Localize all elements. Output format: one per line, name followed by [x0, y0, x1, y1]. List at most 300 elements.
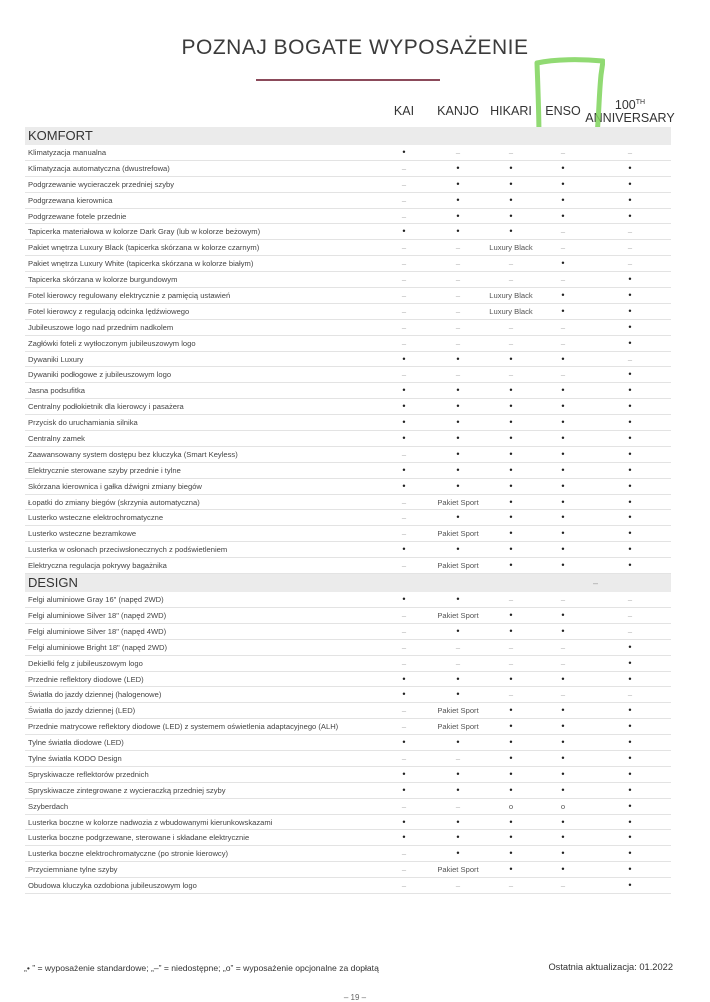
cell-value: •	[561, 816, 565, 827]
table-row	[25, 367, 671, 383]
cell-value: •	[456, 625, 460, 636]
feature-label: Światła do jazdy dziennej (LED)	[28, 706, 136, 716]
cell-value: Luxury Black	[489, 291, 533, 301]
feature-label: Łopatki do zmiany biegów (skrzynia automatyczna)	[28, 497, 200, 507]
cell-value: –	[401, 322, 407, 332]
cell-value: •	[402, 768, 406, 779]
table-row	[25, 177, 671, 193]
cell-value: –	[401, 801, 407, 811]
cell-value: •	[456, 417, 460, 428]
table-row	[25, 735, 671, 751]
cell-value: o	[508, 801, 514, 811]
table-row	[25, 320, 671, 336]
cell-value: •	[561, 433, 565, 444]
cell-value: –	[508, 881, 514, 891]
cell-value: •	[509, 385, 513, 396]
cell-value: Luxury Black	[489, 243, 533, 253]
table-row	[25, 767, 671, 783]
feature-label: Tapicerka materiałowa w kolorze Dark Gray (lub w kolorze beżowym)	[28, 227, 261, 237]
table-row	[25, 256, 671, 272]
cell-value: •	[402, 353, 406, 364]
cell-value: –	[627, 148, 633, 157]
section-title: DESIGN	[28, 575, 78, 591]
cell-value: •	[561, 768, 565, 779]
cell-value: •	[628, 496, 632, 507]
table-row	[25, 510, 671, 526]
cell-value: –	[455, 801, 461, 811]
cell-value: Pakiet Sport	[437, 497, 479, 507]
cell-value: –	[401, 849, 407, 859]
feature-label: Podgrzewanie wycieraczek przedniej szyby	[28, 179, 175, 189]
cell-value: •	[628, 178, 632, 189]
feature-label: Podgrzewana kierownica	[28, 195, 113, 205]
feature-label: Dywaniki Luxury	[28, 354, 84, 364]
cell-value: –	[401, 338, 407, 348]
table-row	[25, 862, 671, 878]
cell-value: •	[509, 448, 513, 459]
cell-value: –	[508, 148, 514, 157]
cell-value: –	[627, 610, 633, 620]
cell-value: –	[401, 881, 407, 891]
cell-value: •	[509, 544, 513, 555]
cell-value: –	[401, 658, 407, 668]
cell-value: –	[401, 306, 407, 316]
cell-value: •	[628, 880, 632, 891]
table-row	[25, 383, 671, 399]
title-underline	[256, 79, 440, 81]
equipment-table	[25, 127, 671, 894]
cell-value: •	[509, 609, 513, 620]
table-row	[25, 878, 671, 894]
feature-label: Felgi aluminiowe Silver 18" (napęd 4WD)	[28, 626, 167, 636]
feature-label: Felgi aluminiowe Silver 18" (napęd 2WD)	[28, 610, 167, 620]
cell-value: •	[561, 832, 565, 843]
table-row	[25, 542, 671, 558]
table-row	[25, 624, 671, 640]
feature-label: Podgrzewane fotele przednie	[28, 211, 127, 221]
cell-value: •	[509, 784, 513, 795]
cell-value: •	[628, 544, 632, 555]
cell-value: •	[628, 800, 632, 811]
cell-value: •	[509, 178, 513, 189]
feature-label: Przyciemniane tylne szyby	[28, 865, 118, 875]
cell-value: •	[561, 353, 565, 364]
table-row	[25, 209, 671, 225]
cell-value: •	[628, 369, 632, 380]
feature-label: Centralny zamek	[28, 434, 85, 444]
cell-value: •	[509, 528, 513, 539]
cell-value: •	[402, 784, 406, 795]
cell-value: •	[628, 560, 632, 571]
cell-value: •	[402, 480, 406, 491]
cell-value: o	[560, 801, 566, 811]
feature-label: Tylne światła diodowe (LED)	[28, 738, 124, 748]
table-row	[25, 703, 671, 719]
feature-label: Felgi aluminiowe Bright 18" (napęd 2WD)	[28, 642, 168, 652]
cell-value: •	[456, 673, 460, 684]
table-row	[25, 815, 671, 831]
cell-value: •	[561, 544, 565, 555]
cell-value: –	[401, 243, 407, 253]
cell-value: •	[402, 594, 406, 605]
cell-value: –	[401, 179, 407, 189]
section-header	[25, 574, 671, 592]
cell-value: •	[402, 816, 406, 827]
feature-label: Felgi aluminiowe Gray 16" (napęd 2WD)	[28, 595, 164, 605]
cell-value: •	[561, 705, 565, 716]
cell-value: •	[628, 290, 632, 301]
cell-value: –	[401, 497, 407, 507]
anniversary-number: 100	[614, 98, 636, 113]
cell-value: •	[561, 784, 565, 795]
cell-value: •	[561, 752, 565, 763]
table-row	[25, 830, 671, 846]
cell-value: •	[402, 433, 406, 444]
feature-label: Lusterka boczne elektrochromatyczne (po stronie kierowcy)	[28, 849, 229, 859]
cell-value: –	[627, 690, 633, 700]
cell-value: •	[561, 194, 565, 205]
cell-value: •	[509, 832, 513, 843]
table-row	[25, 783, 671, 799]
cell-value: •	[561, 848, 565, 859]
column-header-enso: ENSO	[545, 104, 581, 118]
cell-value: –	[455, 370, 461, 380]
feature-label: Pakiet wnętrza Luxury Black (tapicerka skórzana w kolorze czarnym)	[28, 243, 260, 253]
cell-value: •	[628, 433, 632, 444]
cell-value: •	[509, 560, 513, 571]
cell-value: •	[628, 464, 632, 475]
column-header-kai: KAI	[393, 104, 415, 118]
cell-value: •	[628, 816, 632, 827]
cell-value: •	[561, 721, 565, 732]
feature-label: Klimatyzacja automatyczna (dwustrefowa)	[28, 163, 170, 173]
cell-value: •	[509, 673, 513, 684]
feature-label: Tapicerka skórzana w kolorze burgundowym	[28, 275, 178, 285]
cell-value: –	[560, 338, 566, 348]
cell-value: •	[628, 480, 632, 491]
cell-value: –	[560, 642, 566, 652]
cell-value: •	[509, 864, 513, 875]
table-row	[25, 640, 671, 656]
cell-value: •	[628, 721, 632, 732]
cell-value: –	[401, 259, 407, 269]
cell-value: •	[628, 194, 632, 205]
cell-value: –	[455, 275, 461, 285]
cell-value: •	[561, 210, 565, 221]
cell-value: –	[455, 291, 461, 301]
cell-value: •	[628, 210, 632, 221]
footer-legend: „• ” = wyposażenie standardowe; „–” = niedostępne; „o” = wyposażenie opcjonalne za dopłatą	[24, 963, 379, 973]
feature-label: Tylne światła KODO Design	[28, 753, 122, 763]
column-header-hikari: HIKARI	[490, 104, 532, 118]
column-header-kanjo: KANJO	[437, 104, 479, 118]
cell-value: Pakiet Sport	[437, 529, 479, 539]
cell-value: –	[560, 881, 566, 891]
table-row	[25, 272, 671, 288]
feature-label: Elektrycznie sterowane szyby przednie i tylne	[28, 465, 181, 475]
anniversary-sup: TH	[635, 99, 646, 106]
cell-value: •	[561, 560, 565, 571]
cell-value: –	[455, 338, 461, 348]
cell-value: •	[561, 737, 565, 748]
cell-value: •	[628, 768, 632, 779]
cell-value: –	[508, 275, 514, 285]
cell-value: –	[560, 227, 566, 237]
cell-value: •	[456, 448, 460, 459]
cell-value: •	[628, 752, 632, 763]
cell-value: •	[509, 848, 513, 859]
cell-value: •	[456, 784, 460, 795]
cell-value: –	[455, 322, 461, 332]
table-row	[25, 415, 671, 431]
feature-label: Przycisk do uruchamiania silnika	[28, 418, 138, 428]
cell-value: •	[509, 226, 513, 237]
cell-value: •	[628, 657, 632, 668]
cell-value: •	[561, 290, 565, 301]
section-mark: –	[593, 578, 599, 589]
cell-value: •	[456, 162, 460, 173]
table-row	[25, 751, 671, 767]
cell-value: •	[509, 162, 513, 173]
cell-value: •	[628, 673, 632, 684]
cell-value: –	[401, 211, 407, 221]
cell-value: •	[456, 178, 460, 189]
cell-value: •	[402, 544, 406, 555]
table-row	[25, 304, 671, 320]
cell-value: •	[509, 752, 513, 763]
table-row	[25, 463, 671, 479]
cell-value: –	[455, 306, 461, 316]
table-row	[25, 672, 671, 688]
cell-value: •	[456, 768, 460, 779]
cell-value: •	[509, 625, 513, 636]
cell-value: –	[560, 690, 566, 700]
cell-value: •	[509, 737, 513, 748]
cell-value: Pakiet Sport	[437, 610, 479, 620]
cell-value: –	[627, 626, 633, 636]
cell-value: •	[628, 848, 632, 859]
table-row	[25, 193, 671, 209]
cell-value: –	[627, 595, 633, 605]
cell-value: •	[628, 417, 632, 428]
cell-value: •	[509, 210, 513, 221]
cell-value: •	[561, 496, 565, 507]
feature-label: Jasna podsufitka	[28, 386, 85, 396]
feature-label: Centralny podłokietnik dla kierowcy i pasażera	[28, 402, 184, 412]
feature-label: Lusterka boczne w kolorze nadwozia z wbudowanymi kierunkowskazami	[28, 817, 273, 827]
cell-value: –	[508, 595, 514, 605]
cell-value: Pakiet Sport	[437, 865, 479, 875]
cell-value: •	[456, 385, 460, 396]
cell-value: –	[401, 449, 407, 459]
cell-value: –	[560, 595, 566, 605]
footer-last-update: Ostatnia aktualizacja: 01.2022	[548, 962, 673, 972]
cell-value: •	[509, 417, 513, 428]
cell-value: •	[509, 353, 513, 364]
feature-label: Dekielki felg z jubileuszowym logo	[28, 658, 143, 668]
cell-value: –	[401, 513, 407, 523]
cell-value: •	[628, 832, 632, 843]
cell-value: •	[628, 512, 632, 523]
cell-value: –	[627, 354, 633, 364]
cell-value: –	[401, 706, 407, 716]
cell-value: •	[561, 609, 565, 620]
cell-value: •	[456, 226, 460, 237]
cell-value: •	[628, 337, 632, 348]
cell-value: •	[509, 194, 513, 205]
cell-value: •	[509, 433, 513, 444]
page-number: – 19 –	[343, 993, 367, 1002]
table-row	[25, 336, 671, 352]
cell-value: •	[456, 480, 460, 491]
cell-value: •	[628, 641, 632, 652]
cell-value: •	[561, 178, 565, 189]
cell-value: –	[455, 658, 461, 668]
cell-value: Pakiet Sport	[437, 722, 479, 732]
cell-value: –	[508, 642, 514, 652]
cell-value: •	[628, 305, 632, 316]
cell-value: –	[560, 322, 566, 332]
table-row	[25, 558, 671, 574]
cell-value: •	[561, 625, 565, 636]
feature-label: Lusterka w osłonach przeciwsłonecznych z podświetleniem	[28, 545, 228, 555]
table-row	[25, 846, 671, 862]
cell-value: –	[401, 865, 407, 875]
cell-value: –	[401, 642, 407, 652]
cell-value: •	[628, 448, 632, 459]
table-row	[25, 608, 671, 624]
cell-value: –	[455, 642, 461, 652]
table-row	[25, 495, 671, 511]
cell-value: •	[456, 544, 460, 555]
table-row	[25, 431, 671, 447]
cell-value: •	[628, 784, 632, 795]
feature-label: Klimatyzacja manualna	[28, 148, 107, 157]
feature-label: Fotel kierowcy z regulacją odcinka lędźwiowego	[28, 306, 190, 316]
cell-value: •	[628, 401, 632, 412]
cell-value: –	[401, 529, 407, 539]
cell-value: Pakiet Sport	[437, 561, 479, 571]
cell-value: •	[561, 448, 565, 459]
cell-value: –	[401, 163, 407, 173]
cell-value: •	[402, 401, 406, 412]
cell-value: •	[402, 673, 406, 684]
table-row	[25, 799, 671, 815]
table-row	[25, 447, 671, 463]
section-header	[25, 127, 671, 145]
cell-value: •	[509, 721, 513, 732]
feature-label: Spryskiwacze reflektorów przednich	[28, 769, 149, 779]
cell-value: •	[628, 528, 632, 539]
cell-value: •	[456, 194, 460, 205]
cell-value: •	[561, 464, 565, 475]
cell-value: –	[560, 658, 566, 668]
feature-label: Lusterko wsteczne elektrochromatyczne	[28, 513, 164, 523]
feature-label: Fotel kierowcy regulowany elektrycznie z pamięcią ustawień	[28, 291, 231, 301]
cell-value: •	[561, 512, 565, 523]
cell-value: •	[509, 768, 513, 779]
cell-value: –	[401, 291, 407, 301]
cell-value: –	[455, 881, 461, 891]
cell-value: •	[402, 832, 406, 843]
cell-value: •	[628, 162, 632, 173]
feature-label: Zaawansowany system dostępu bez kluczyka (Smart Keyless)	[28, 449, 238, 459]
cell-value: Pakiet Sport	[437, 706, 479, 716]
cell-value: –	[401, 275, 407, 285]
feature-label: Skórzana kierownica i gałka dźwigni zmiany biegów	[28, 481, 202, 491]
feature-label: Przednie reflektory diodowe (LED)	[28, 674, 144, 684]
cell-value: –	[401, 561, 407, 571]
cell-value: •	[456, 848, 460, 859]
cell-value: •	[509, 816, 513, 827]
cell-value: •	[509, 496, 513, 507]
feature-label: Jubileuszowe logo nad przednim nadkolem	[28, 322, 174, 332]
table-row	[25, 719, 671, 735]
cell-value: •	[561, 417, 565, 428]
cell-value: –	[508, 338, 514, 348]
cell-value: •	[561, 480, 565, 491]
cell-value: –	[401, 753, 407, 763]
table-row	[25, 592, 671, 608]
cell-value: •	[509, 512, 513, 523]
cell-value: •	[628, 705, 632, 716]
cell-value: •	[456, 832, 460, 843]
cell-value: •	[402, 417, 406, 428]
feature-label: Lusterka boczne podgrzewane, sterowane i składane elektrycznie	[28, 833, 250, 843]
cell-value: –	[508, 259, 514, 269]
cell-value: •	[456, 689, 460, 700]
cell-value: •	[628, 274, 632, 285]
cell-value: –	[560, 370, 566, 380]
table-row	[25, 479, 671, 495]
feature-label: Lusterko wsteczne bezramkowe	[28, 529, 137, 539]
table-row	[25, 526, 671, 542]
cell-value: •	[456, 594, 460, 605]
cell-value: –	[401, 370, 407, 380]
cell-value: •	[456, 737, 460, 748]
anniversary-word: ANNIVERSARY	[585, 111, 675, 126]
cell-value: –	[627, 259, 633, 269]
cell-value: •	[456, 433, 460, 444]
feature-label: Światła do jazdy dziennej (halogenowe)	[28, 690, 162, 700]
cell-value: •	[402, 737, 406, 748]
cell-value: –	[560, 243, 566, 253]
table-row	[25, 399, 671, 415]
cell-value: •	[561, 864, 565, 875]
cell-value: Luxury Black	[489, 306, 533, 316]
cell-value: –	[560, 148, 566, 157]
table-row	[25, 656, 671, 672]
cell-value: •	[628, 737, 632, 748]
cell-value: –	[401, 195, 407, 205]
feature-label: Spryskiwacze zintegrowane z wycieraczką przedniej szyby	[28, 785, 226, 795]
cell-value: •	[509, 705, 513, 716]
feature-label: Dywaniki podłogowe z jubileuszowym logo	[28, 370, 172, 380]
cell-value: –	[455, 753, 461, 763]
cell-value: •	[402, 385, 406, 396]
cell-value: •	[561, 401, 565, 412]
cell-value: –	[508, 690, 514, 700]
cell-value: •	[509, 464, 513, 475]
feature-label: Zagłówki foteli z wytłoczonym jubileuszowym logo	[28, 338, 196, 348]
feature-label: Szyberdach	[28, 801, 69, 811]
table-row	[25, 240, 671, 256]
cell-value: •	[561, 528, 565, 539]
cell-value: –	[560, 275, 566, 285]
feature-label: Przednie matrycowe reflektory diodowe (LED) z systemem oświetlenia adaptacyjnego (ALH)	[28, 722, 339, 732]
feature-label: Elektryczna regulacja pokrywy bagażnika	[28, 561, 167, 571]
cell-value: –	[508, 658, 514, 668]
